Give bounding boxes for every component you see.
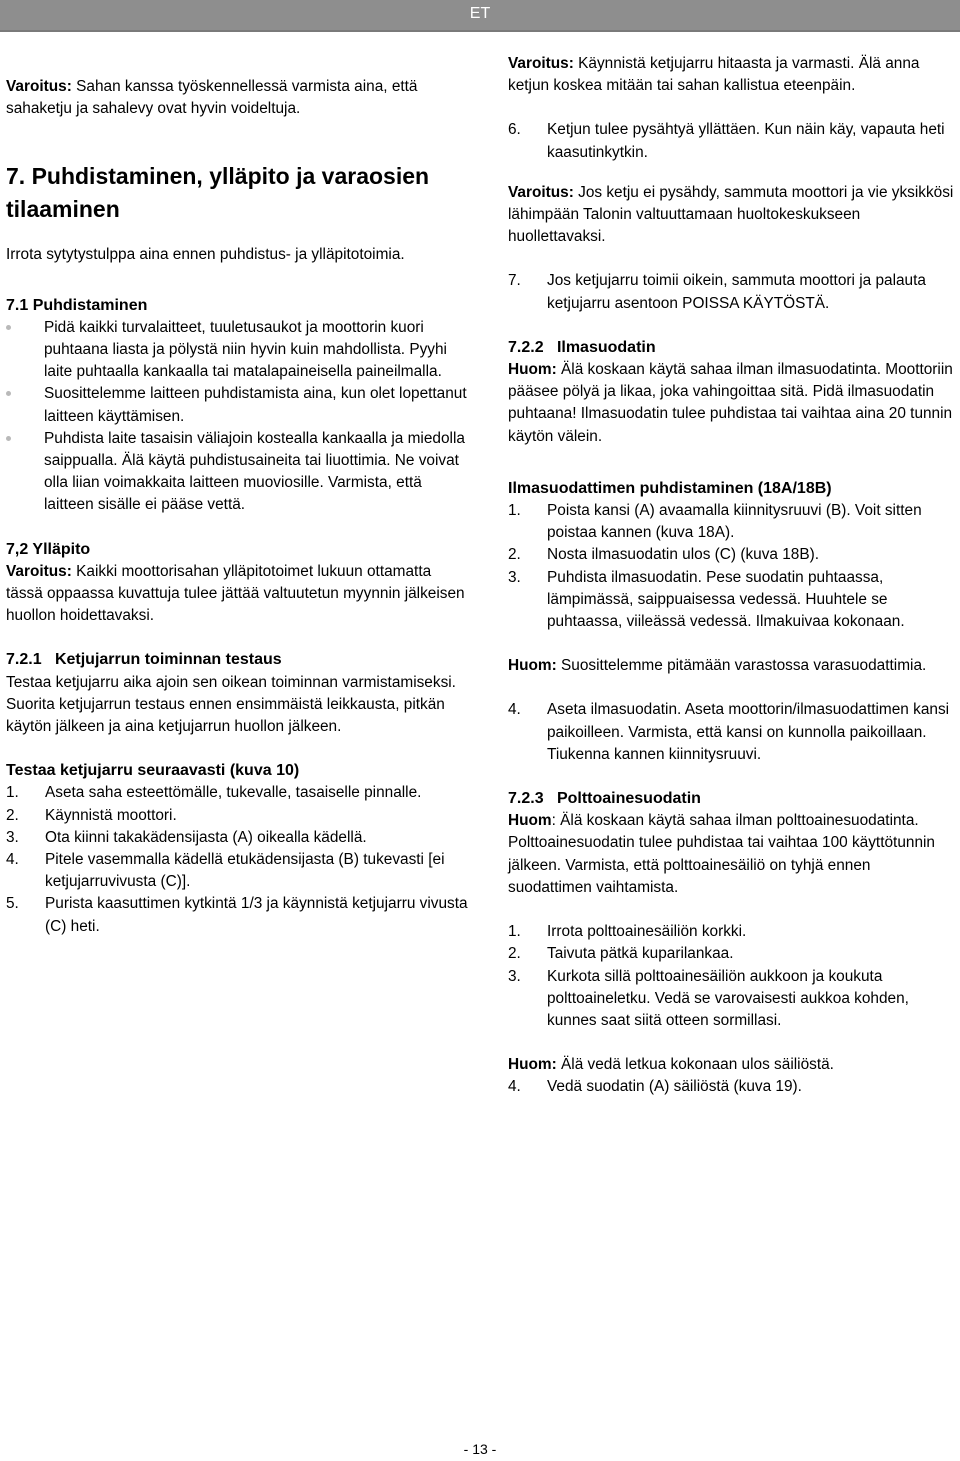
step-text: Ketjun tulee pysähtyä yllättäen. Kun näin käy, vapauta heti kaasutinkytkin.	[547, 121, 945, 161]
list-item	[508, 921, 954, 943]
heading-number: 7.2.1	[6, 651, 42, 669]
bullet-text: Pidä kaikki turvalaitteet, tuuletusaukot ja moottorin kuori puhtaana liasta ja pölystä niin hyvin kuin mahdollista. Pyyhi laite puhtaalla kankaalla tai matalapaineisella paineilmalla.	[44, 318, 447, 381]
maintenance-warning	[6, 561, 468, 628]
heading-7-1: 7.1 Puhdistaminen	[6, 296, 148, 314]
list-item	[6, 383, 468, 427]
heading-title: Ilmasuodatin	[556, 338, 656, 356]
heading-number: 7.2.3	[508, 790, 544, 808]
air-filter-note	[508, 359, 954, 448]
heading-title: Polttoainesuodatin	[556, 790, 701, 808]
warning-chain-brake	[508, 53, 954, 97]
left-column	[6, 76, 468, 938]
header-bar	[0, 0, 960, 32]
step-text: Pitele vasemmalla kädellä etukädensijasta (B) tukevasti [ei ketjujarruvivusta (C)].	[45, 851, 445, 891]
note-text: Älä vedä letkua kokonaan ulos säiliöstä.	[556, 1056, 834, 1074]
heading-7-2-2	[508, 337, 954, 359]
section-heading-7: 7. Puhdistaminen, ylläpito ja varaosien tilaaminen	[6, 163, 430, 223]
paragraph: Testaa ketjujarru aika ajoin sen oikean toiminnan varmistamiseksi.	[6, 673, 456, 691]
page-number: - 13 -	[463, 1441, 497, 1457]
list-item	[508, 544, 954, 566]
heading-7-2-1	[6, 649, 468, 671]
step-text: Irrota polttoainesäiliön korkki.	[547, 923, 747, 941]
step-number: 6.	[508, 121, 521, 139]
note-label: Huom	[508, 812, 552, 830]
list-item	[6, 849, 468, 893]
right-column	[508, 53, 954, 1099]
warning-text: Kaikki moottorisahan ylläpitotoimet lukuun ottamatta tässä oppaassa kuvattuja tulee jättää valtuutetun myynnin jälkeisen huollon hoidettavaksi.	[6, 562, 465, 625]
list-item	[508, 943, 954, 965]
list-item	[6, 782, 468, 804]
bullet-text: Suosittelemme laitteen puhdistamista aina, kun olet lopettanut laitteen käyttämisen.	[44, 385, 467, 425]
note-text: : Älä koskaan käytä sahaa ilman polttoainesuodatinta. Polttoainesuodatin tulee puhdistaa tai vaihtaa 100 käyttötunnin jälkeen. Varmista, että polttoainesäiliö on tyhjä ennen suodattimen vaihtamista.	[508, 812, 935, 896]
warning-text: Käynnistä ketjujarru hitaasta ja varmasti. Älä anna ketjun koskea mitään tai sahan kallistua eteenpäin.	[508, 55, 920, 95]
step-number: 5.	[6, 895, 19, 913]
language-code: ET	[469, 5, 491, 22]
heading-number: 7.2.2	[508, 338, 544, 356]
hose-note	[508, 1054, 954, 1076]
step-text: Ota kiinni takakädensijasta (A) oikealla kädellä.	[45, 828, 367, 846]
list-item	[508, 699, 954, 766]
step-text: Taivuta pätkä kuparilankaa.	[547, 945, 734, 963]
step-text: Aseta saha esteettömälle, tukevalle, tasaiselle pinnalle.	[45, 784, 422, 802]
step-number: 7.	[508, 272, 521, 290]
bullet-icon	[6, 383, 44, 405]
bullet-icon	[6, 317, 44, 339]
step-number: 2.	[6, 806, 19, 824]
list-item	[6, 428, 468, 517]
list-item	[6, 317, 468, 384]
list-item	[6, 805, 468, 827]
list-item	[508, 567, 954, 634]
note-text: Älä koskaan käytä sahaa ilman ilmasuodatinta. Moottoriin pääsee pölyä ja likaa, joka vahingoittaa sitä. Pidä ilmasuodatin puhtaana! Ilmasuodatin tulee puhdistaa tai vaihtaa aina 20 tunnin käytön välein.	[508, 361, 953, 445]
air-filter-cleaning-heading: Ilmasuodattimen puhdistaminen (18A/18B)	[508, 479, 832, 497]
warning-label: Varoitus:	[6, 562, 72, 580]
list-item	[508, 966, 954, 1033]
step-text: Jos ketjujarru toimii oikein, sammuta moottori ja palauta ketjujarru asentoon POISSA KÄYTÖSTÄ.	[547, 272, 926, 312]
warning-service	[508, 182, 954, 249]
heading-title: Ketjujarrun toiminnan testaus	[54, 651, 282, 669]
warning-label: Varoitus:	[508, 183, 574, 201]
warning-lubrication	[6, 76, 468, 120]
list-item	[508, 1076, 954, 1098]
step-text: Puhdista ilmasuodatin. Pese suodatin puhtaassa, lämpimässä, saippuaisessa vedessä. Huuhtele se puhtaassa, viileässä vedessä. Ilmakuivaa kokonaan.	[547, 568, 905, 631]
step-text: Nosta ilmasuodatin ulos (C) (kuva 18B).	[547, 546, 820, 564]
step-number: 1.	[508, 923, 521, 941]
step-number: 3.	[508, 967, 521, 985]
test-heading: Testaa ketjujarru seuraavasti (kuva 10)	[6, 762, 300, 780]
warning-label: Varoitus:	[6, 78, 72, 95]
list-item	[6, 893, 468, 937]
spare-filter-note	[508, 655, 954, 677]
note-label: Huom:	[508, 361, 557, 379]
note-label: Huom:	[508, 657, 557, 675]
bullet-icon	[6, 428, 44, 450]
fuel-filter-note	[508, 810, 954, 899]
step-number: 4.	[6, 851, 19, 869]
warning-label: Varoitus:	[508, 55, 574, 72]
step-text: Kurkota sillä polttoainesäiliön aukkoon ja koukuta polttoaineletku. Vedä se varovaisesti aukkoa kohden, kunnes saat siitä otteen sormillasi.	[547, 967, 909, 1029]
list-item	[6, 827, 468, 849]
bullet-text: Puhdista laite tasaisin väliajoin kostealla kankaalla ja miedolla saippualla. Älä käytä puhdistusaineita tai liuottimia. Ne voivat olla liian voimakkaita laitteen muoviosille. Varmista, että laitteen sisälle ei pääse vettä.	[44, 429, 465, 514]
step-number: 2.	[508, 945, 521, 963]
step-text: Aseta ilmasuodatin. Aseta moottorin/ilmasuodattimen kansi paikoilleen. Varmista, että kansi on kunnolla paikoillaan. Tiukenna kannen kiinnitysruuvi.	[547, 701, 950, 763]
list-item	[508, 119, 954, 163]
step-number: 1.	[6, 784, 19, 802]
step-number: 2.	[508, 546, 521, 564]
step-number: 3.	[508, 568, 521, 586]
step-number: 1.	[508, 502, 521, 520]
warning-text: Sahan kanssa työskennellessä varmista aina, että sahaketju ja sahalevy ovat hyvin voideltuja.	[6, 78, 418, 118]
step-number: 4.	[508, 1078, 521, 1096]
step-text: Vedä suodatin (A) säiliöstä (kuva 19).	[547, 1078, 802, 1096]
warning-text: Jos ketju ei pysähdy, sammuta moottori ja vie yksikkösi lähimpään Talonin valtuuttamaan huoltokeskukseen huollettavaksi.	[508, 183, 954, 246]
step-text: Poista kansi (A) avaamalla kiinnitysruuvi (B). Voit sitten poistaa kannen (kuva 18A).	[547, 502, 922, 542]
note-text: Suosittelemme pitämään varastossa varasuodattimia.	[556, 657, 927, 675]
step-number: 3.	[6, 828, 19, 846]
heading-7-2-3	[508, 788, 954, 810]
list-item	[508, 500, 954, 544]
spark-plug-note: Irrota sytytystulppa aina ennen puhdistus- ja ylläpitotoimia.	[6, 246, 405, 264]
list-item	[508, 270, 954, 314]
heading-7-2: 7,2 Ylläpito	[6, 540, 91, 558]
step-number: 4.	[508, 701, 521, 719]
step-text: Purista kaasuttimen kytkintä 1/3 ja käynnistä ketjujarru vivusta (C) heti.	[45, 895, 468, 935]
note-label: Huom:	[508, 1056, 557, 1074]
paragraph: Suorita ketjujarrun testaus ennen ensimmäistä leikkausta, pitkän käytön jälkeen ja aina ketjujarrun huollon jälkeen.	[6, 695, 445, 736]
step-text: Käynnistä moottori.	[45, 806, 177, 824]
